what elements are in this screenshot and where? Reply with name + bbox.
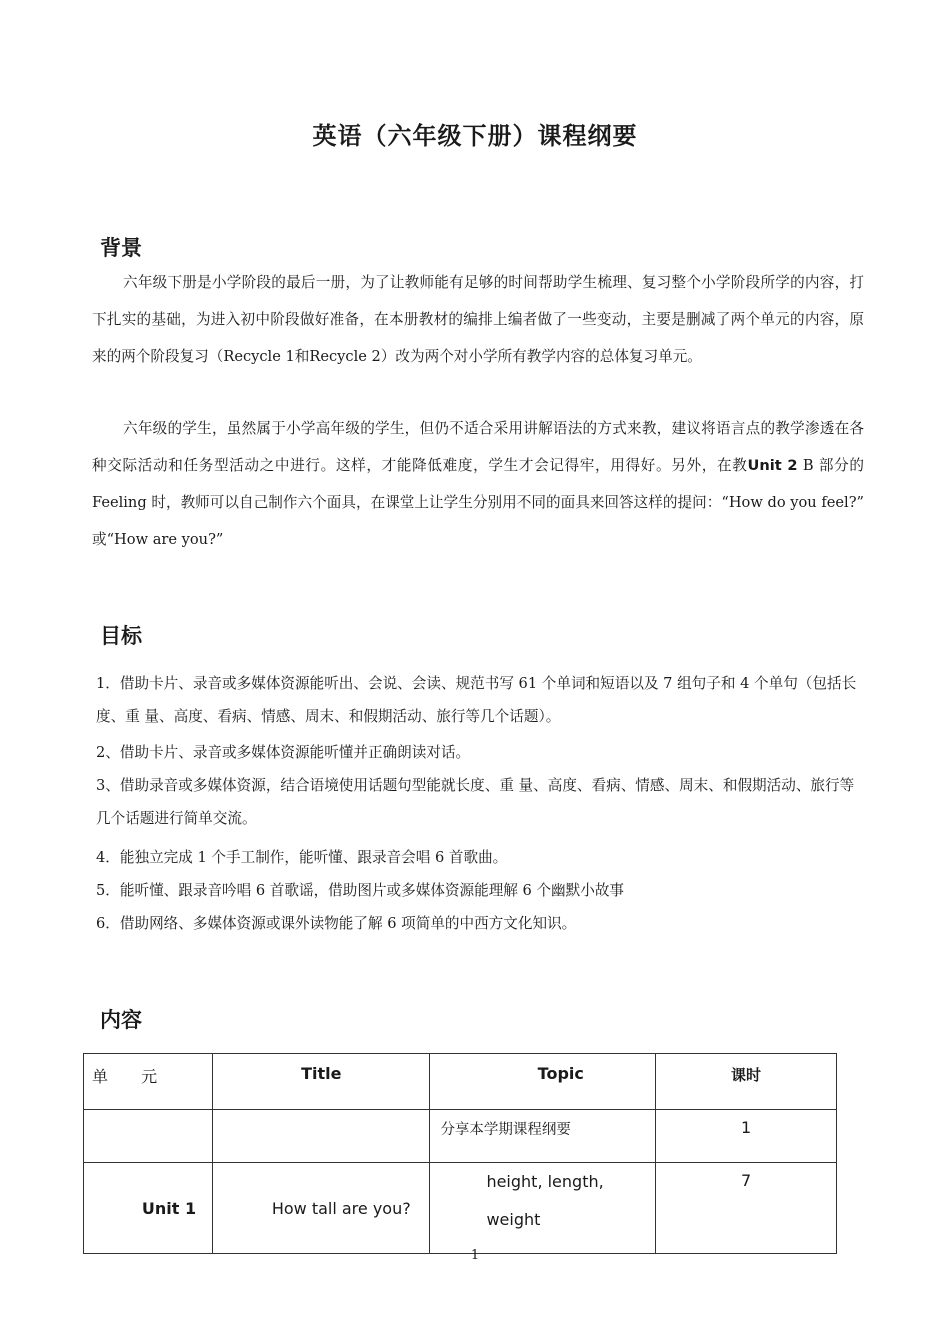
background-paragraph-2 xyxy=(92,410,864,558)
goal-item-4: 4．能独立完成 1 个手工制作，能听懂、跟录音会唱 6 首歌曲。 xyxy=(96,849,508,866)
cell-unit: Unit 1 xyxy=(84,1163,213,1254)
page-number: 1 xyxy=(470,1248,480,1263)
goal-item-6: 6．借助网络、多媒体资源或课外读物能了解 6 项简单的中西方文化知识。 xyxy=(96,915,577,932)
goal-item-2: 2、借助卡片、录音或多媒体资源能听懂并正确朗读对话。 xyxy=(96,744,471,761)
goal-item-5: 5．能听懂、跟录音吟唱 6 首歌谣，借助图片或多媒体资源能理解 6 个幽默小故事 xyxy=(96,882,625,899)
table-row xyxy=(84,1110,837,1163)
cell-hours: 1 xyxy=(656,1110,837,1163)
column-header-unit: 单 元 xyxy=(84,1054,213,1110)
background-paragraph-2-text-a: 六年级的学生，虽然属于小学高年级的学生，但仍不适合采用讲解语法的方式来教，建议将语言点的教学渗透在各种交际活动和任务型活动之中进行。这样，才能降低难度，学生才会记得牢，用得好。另外，在教 xyxy=(92,420,864,474)
table-header-row xyxy=(84,1054,837,1110)
background-paragraph-1: 六年级下册是小学阶段的最后一册，为了让教师能有足够的时间帮助学生梳理、复习整个小学阶段所学的内容，打下扎实的基础，为进入初中阶段做好准备，在本册教材的编排上编者做了一些变动，主要是删减了两个单元的内容，原来的两个阶段复习（Recycle 1和Recycle 2）改为两个对小学所有教学内容的总体复习单元。 xyxy=(92,274,864,365)
goal-item-3: 3、借助录音或多媒体资源，结合语境使用话题句型能就长度、重 量、高度、看病、情感、周末、和假期活动、旅行等几个话题进行简单交流。 xyxy=(96,777,855,827)
column-header-topic: Topic xyxy=(430,1054,656,1110)
cell-topic: height, length, weight xyxy=(430,1163,656,1254)
content-table xyxy=(83,1053,837,1254)
column-header-title: Title xyxy=(213,1054,430,1110)
cell-unit xyxy=(84,1110,213,1163)
document-title: 英语（六年级下册）课程纲要 xyxy=(312,122,638,150)
content-heading: 内容 xyxy=(100,1008,142,1032)
background-heading: 背景 xyxy=(100,236,142,260)
cell-title: How tall are you? xyxy=(213,1163,430,1254)
column-header-hours: 课时 xyxy=(656,1054,837,1110)
cell-title xyxy=(213,1110,430,1163)
goals-heading: 目标 xyxy=(100,624,142,648)
cell-hours: 7 xyxy=(656,1163,837,1254)
unit-2-reference: Unit 2 xyxy=(747,457,798,474)
cell-topic: 分享本学期课程纲要 xyxy=(430,1110,656,1163)
background-paragraph-2-text-b: B 部分的Feeling 时，教师可以自己制作六个面具，在课堂上让学生分别用不同的面具来回答这样的提问：“How do you feel?” 或“How are you?” xyxy=(92,457,864,548)
table-row xyxy=(84,1163,837,1254)
goal-item-1: 1．借助卡片、录音或多媒体资源能听出、会说、会读、规范书写 61 个单词和短语以及 7 组句子和 4 个单句（包括长度、重 量、高度、看病、情感、周末、和假期活动、旅行等几个话题）。 xyxy=(96,675,857,725)
